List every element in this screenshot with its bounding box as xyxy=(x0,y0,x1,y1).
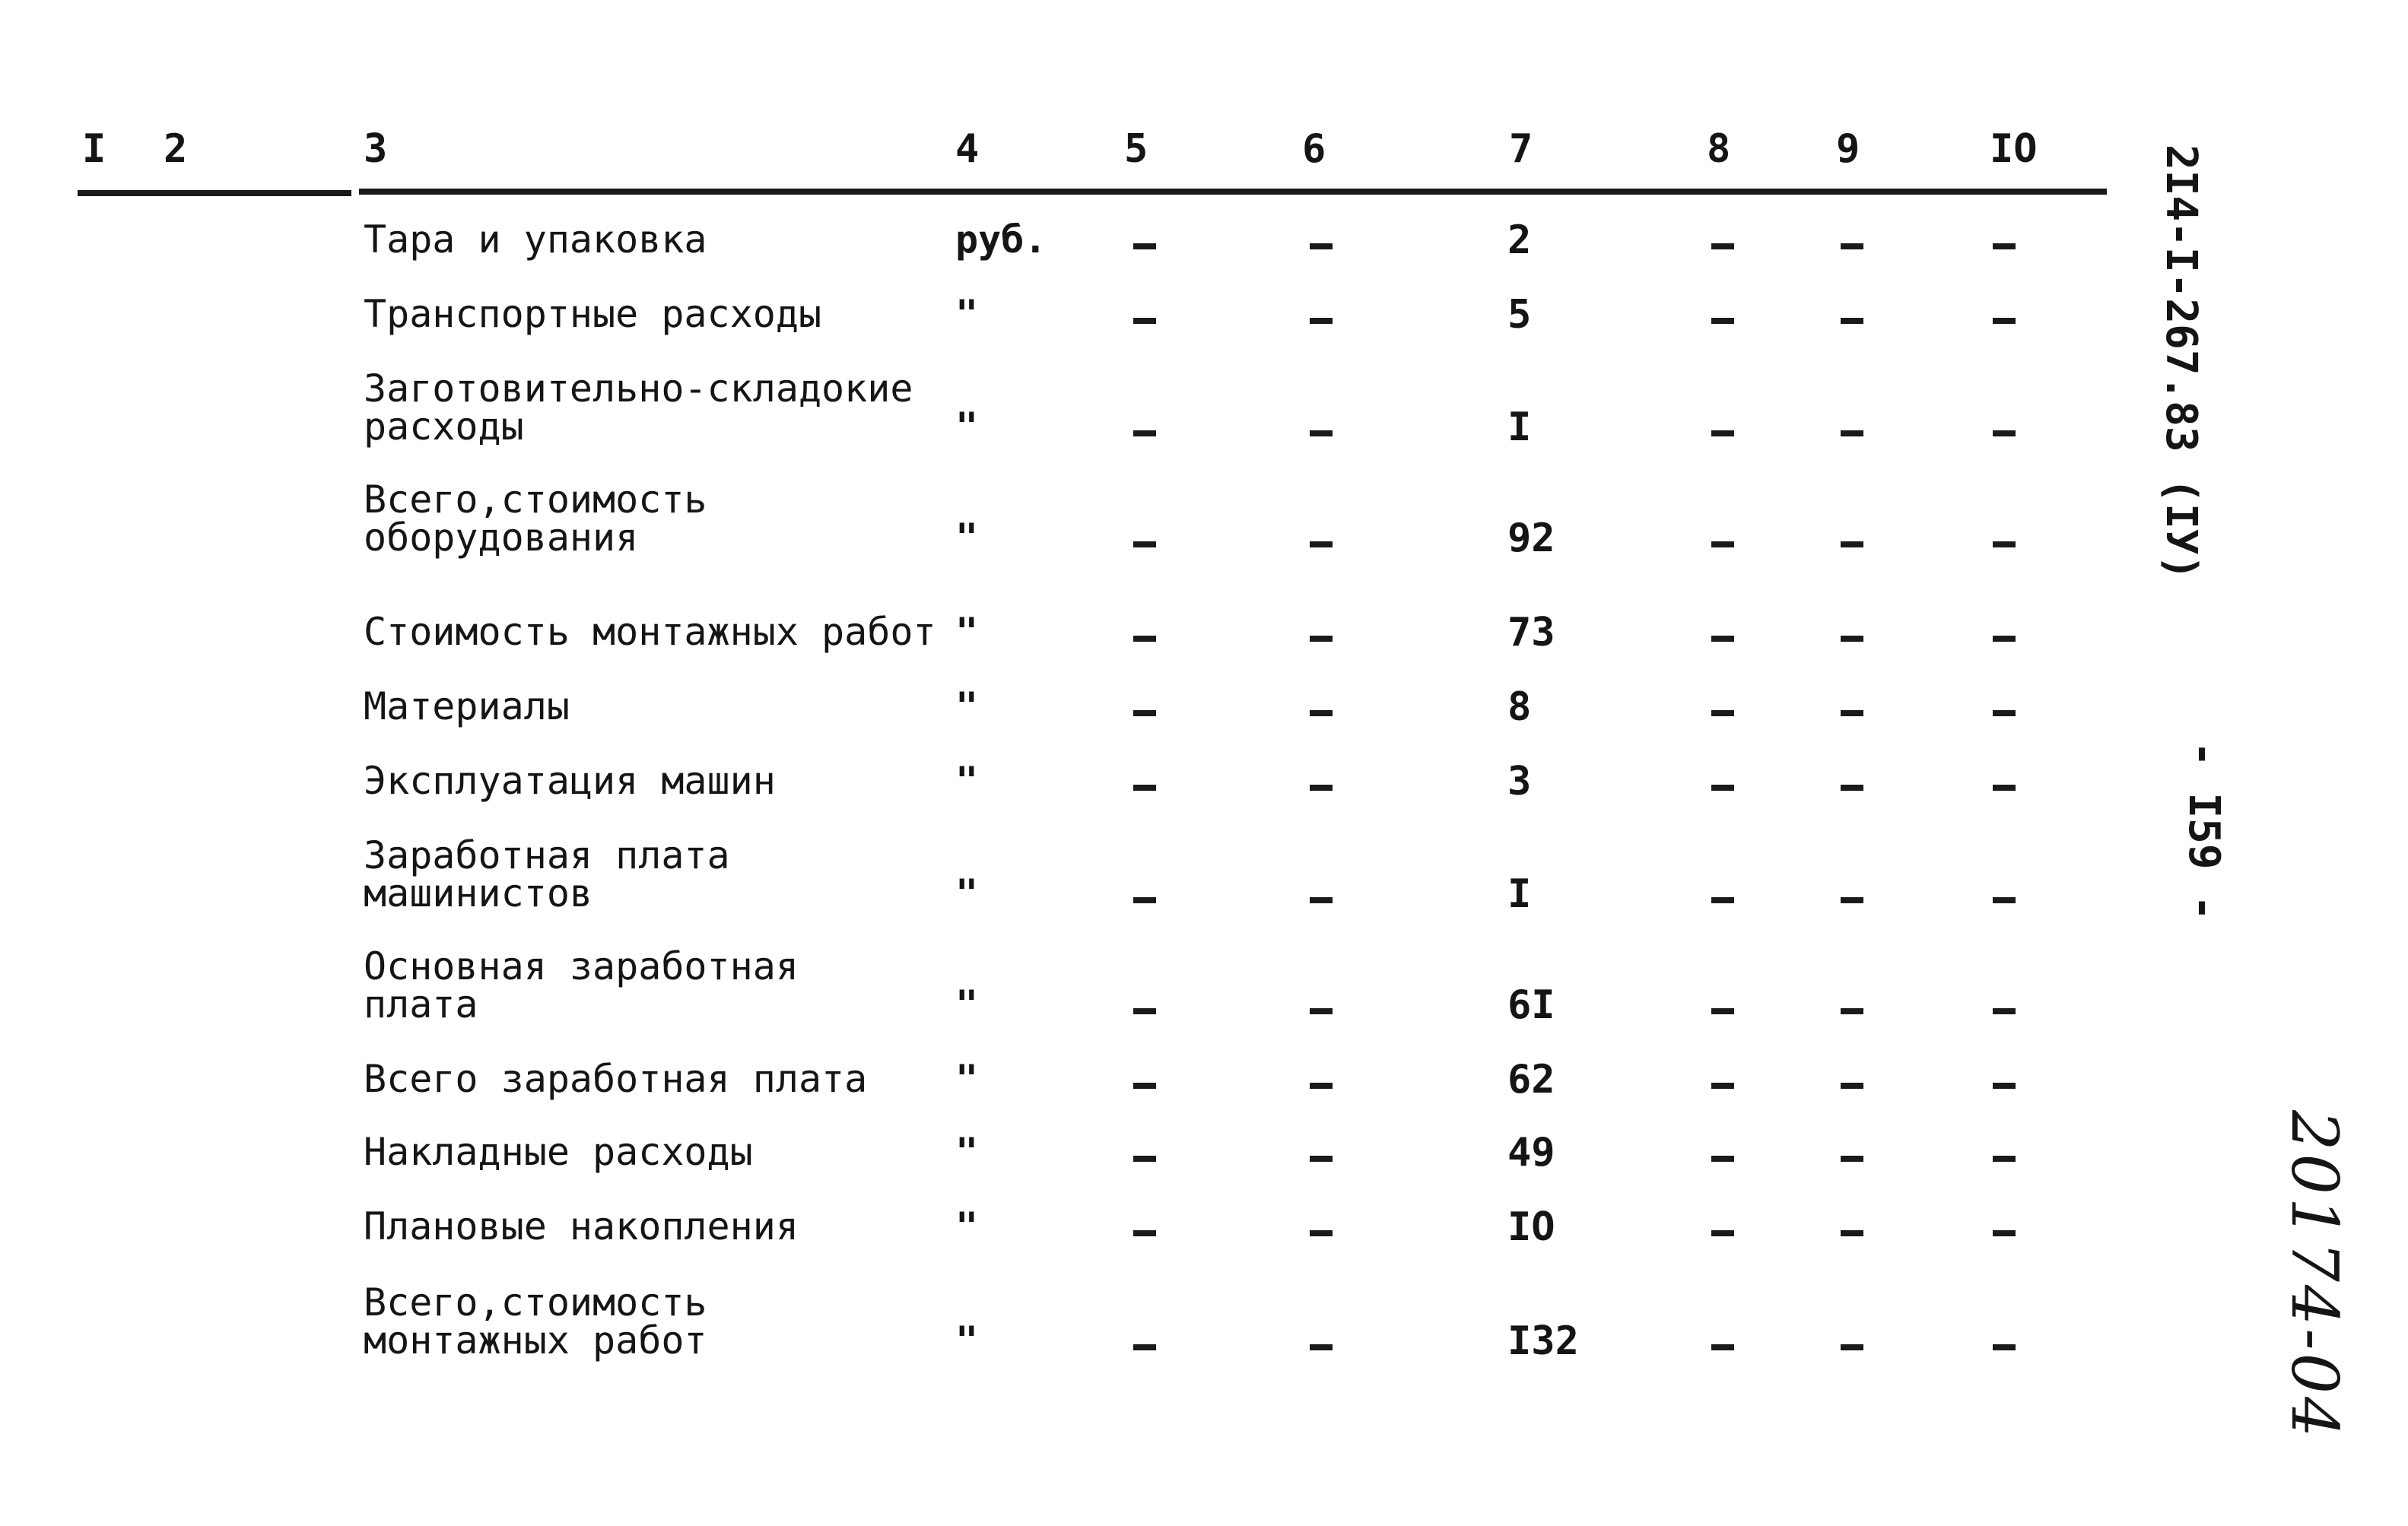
row-description xyxy=(364,1057,868,1101)
row-description xyxy=(364,759,776,803)
row-description xyxy=(364,366,913,449)
empty-value-dash xyxy=(1993,430,2016,436)
empty-value-dash xyxy=(1711,318,1734,324)
empty-value-dash xyxy=(1993,1008,2016,1014)
row-value-col7: 2 xyxy=(1507,217,1532,263)
empty-value-dash xyxy=(1841,1230,1863,1236)
row-description xyxy=(364,610,936,654)
empty-value-dash xyxy=(1841,243,1863,249)
empty-value-dash xyxy=(1993,710,2016,716)
row-description xyxy=(364,833,730,915)
header-col-8: 8 xyxy=(1707,126,1731,172)
description-line: Заработная плата xyxy=(364,833,730,877)
row-value-col7: I xyxy=(1507,405,1532,450)
header-col-5: 5 xyxy=(1124,126,1148,172)
empty-value-dash xyxy=(1993,897,2016,903)
row-description xyxy=(364,217,707,262)
empty-value-dash xyxy=(1711,1344,1734,1350)
description-line: машинистов xyxy=(364,871,593,915)
empty-value-dash xyxy=(1310,1344,1333,1350)
empty-value-dash xyxy=(1133,1344,1156,1350)
row-description xyxy=(364,1130,753,1174)
header-col-2: 2 xyxy=(164,126,188,172)
empty-value-dash xyxy=(1993,541,2016,547)
description-line: Всего,стоимость xyxy=(364,1280,707,1325)
empty-value-dash xyxy=(1133,636,1156,642)
empty-value-dash xyxy=(1841,710,1863,716)
header-col-1: I xyxy=(82,126,106,172)
empty-value-dash xyxy=(1711,541,1734,547)
empty-value-dash xyxy=(1133,318,1156,324)
empty-value-dash xyxy=(1993,636,2016,642)
empty-value-dash xyxy=(1711,243,1734,249)
description-line: Эксплуатация машин xyxy=(364,759,776,803)
handwritten-number: 20174-04 xyxy=(2277,1110,2352,1441)
row-unit: " xyxy=(955,1318,979,1363)
empty-value-dash xyxy=(1841,1344,1863,1350)
empty-value-dash xyxy=(1133,1230,1156,1236)
row-description xyxy=(364,1204,799,1248)
row-unit: " xyxy=(955,1204,979,1248)
description-line: Всего заработная плата xyxy=(364,1057,868,1101)
empty-value-dash xyxy=(1310,1008,1333,1014)
row-value-col7: 5 xyxy=(1507,292,1532,338)
document-code: 2I4-I-267.83 (IУ) xyxy=(2156,144,2206,581)
row-value-col7: 62 xyxy=(1507,1057,1555,1102)
empty-value-dash xyxy=(1841,636,1863,642)
row-description xyxy=(364,684,570,728)
empty-value-dash xyxy=(1993,1344,2016,1350)
empty-value-dash xyxy=(1133,541,1156,547)
row-unit: " xyxy=(955,1130,979,1174)
empty-value-dash xyxy=(1133,243,1156,249)
empty-value-dash xyxy=(1310,1156,1333,1162)
empty-value-dash xyxy=(1711,785,1734,791)
empty-value-dash xyxy=(1711,636,1734,642)
row-unit: " xyxy=(955,405,979,449)
description-line: Транспортные расходы xyxy=(364,292,822,336)
empty-value-dash xyxy=(1133,785,1156,791)
description-line: Накладные расходы xyxy=(364,1130,753,1174)
empty-value-dash xyxy=(1133,710,1156,716)
row-value-col7: I xyxy=(1507,871,1532,917)
header-rule-right xyxy=(359,189,2107,195)
empty-value-dash xyxy=(1310,785,1333,791)
empty-value-dash xyxy=(1133,1156,1156,1162)
row-value-col7: 6I xyxy=(1507,982,1555,1028)
empty-value-dash xyxy=(1133,897,1156,903)
description-line: Тара и упаковка xyxy=(364,217,707,262)
empty-value-dash xyxy=(1310,243,1333,249)
empty-value-dash xyxy=(1993,785,2016,791)
empty-value-dash xyxy=(1711,1083,1734,1089)
header-col-10: IO xyxy=(1990,126,2038,172)
empty-value-dash xyxy=(1841,541,1863,547)
row-unit: " xyxy=(955,1057,979,1101)
empty-value-dash xyxy=(1310,1230,1333,1236)
description-line: Плановые накопления xyxy=(364,1204,799,1248)
row-value-col7: 3 xyxy=(1507,759,1532,804)
header-col-6: 6 xyxy=(1302,126,1326,172)
row-value-col7: 92 xyxy=(1507,516,1555,561)
description-line: расходы xyxy=(364,405,524,449)
row-unit: руб. xyxy=(955,217,1047,262)
empty-value-dash xyxy=(1711,1008,1734,1014)
description-line: Материалы xyxy=(364,684,570,728)
empty-value-dash xyxy=(1310,1083,1333,1089)
empty-value-dash xyxy=(1711,897,1734,903)
empty-value-dash xyxy=(1310,430,1333,436)
row-unit: " xyxy=(955,871,979,915)
empty-value-dash xyxy=(1841,1083,1863,1089)
row-value-col7: 49 xyxy=(1507,1130,1555,1175)
empty-value-dash xyxy=(1711,1156,1734,1162)
empty-value-dash xyxy=(1711,710,1734,716)
empty-value-dash xyxy=(1993,1230,2016,1236)
header-col-7: 7 xyxy=(1509,126,1533,172)
header-rule-left xyxy=(78,190,351,196)
description-line: Заготовительно-складокие xyxy=(364,366,913,411)
empty-value-dash xyxy=(1133,1008,1156,1014)
row-value-col7: 73 xyxy=(1507,610,1555,655)
empty-value-dash xyxy=(1841,318,1863,324)
header-col-3: 3 xyxy=(364,126,388,172)
row-unit: " xyxy=(955,759,979,803)
description-line: плата xyxy=(364,982,478,1026)
empty-value-dash xyxy=(1711,430,1734,436)
description-line: Основная заработная xyxy=(364,944,799,988)
empty-value-dash xyxy=(1310,636,1333,642)
empty-value-dash xyxy=(1310,541,1333,547)
row-unit: " xyxy=(955,292,979,336)
empty-value-dash xyxy=(1993,318,2016,324)
empty-value-dash xyxy=(1310,710,1333,716)
empty-value-dash xyxy=(1133,430,1156,436)
description-line: оборудования xyxy=(364,516,639,560)
empty-value-dash xyxy=(1711,1230,1734,1236)
description-line: Стоимость монтажных работ xyxy=(364,610,936,654)
row-value-col7: IO xyxy=(1507,1204,1555,1250)
row-description xyxy=(364,944,799,1026)
empty-value-dash xyxy=(1310,318,1333,324)
row-unit: " xyxy=(955,610,979,654)
row-description xyxy=(364,292,822,336)
empty-value-dash xyxy=(1310,897,1333,903)
empty-value-dash xyxy=(1993,1156,2016,1162)
empty-value-dash xyxy=(1841,785,1863,791)
empty-value-dash xyxy=(1993,243,2016,249)
row-value-col7: I32 xyxy=(1507,1318,1579,1364)
empty-value-dash xyxy=(1841,1008,1863,1014)
row-value-col7: 8 xyxy=(1507,684,1532,730)
empty-value-dash xyxy=(1993,1083,2016,1089)
header-col-4: 4 xyxy=(955,126,980,172)
row-description xyxy=(364,477,707,560)
empty-value-dash xyxy=(1841,1156,1863,1162)
description-line: Всего,стоимость xyxy=(364,477,707,522)
row-unit: " xyxy=(955,982,979,1026)
row-unit: " xyxy=(955,516,979,560)
header-col-9: 9 xyxy=(1836,126,1860,172)
empty-value-dash xyxy=(1133,1083,1156,1089)
row-unit: " xyxy=(955,684,979,728)
description-line: монтажных работ xyxy=(364,1318,707,1363)
row-description xyxy=(364,1280,707,1363)
empty-value-dash xyxy=(1841,897,1863,903)
page-number: - I59 - xyxy=(2179,741,2229,922)
empty-value-dash xyxy=(1841,430,1863,436)
